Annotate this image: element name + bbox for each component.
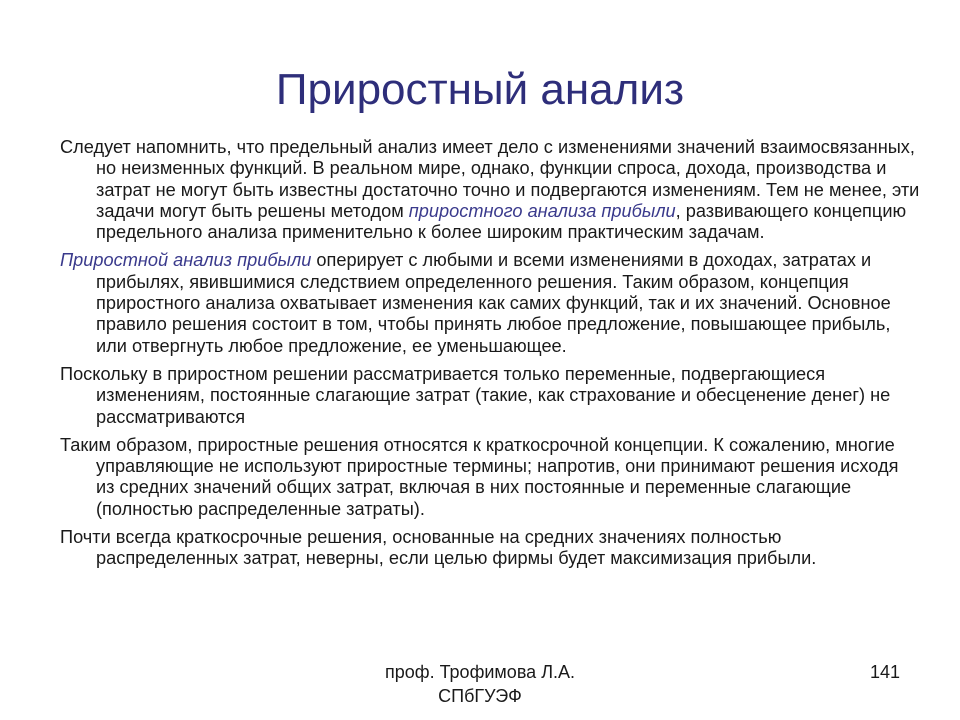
footer-author-name: проф. Трофимова Л.А. bbox=[384, 662, 576, 682]
slide-title: Приростный анализ bbox=[275, 65, 685, 114]
paragraph-3 bbox=[60, 364, 922, 428]
footer-institution: СПбГУЭФ bbox=[438, 686, 522, 706]
footer-author bbox=[360, 660, 600, 708]
paragraph-5-text: Почти всегда краткосрочные решения, основанные на средних значениях полностью распределенных затрат, неверны, если целью фирмы будет максимизация прибыли. bbox=[60, 527, 817, 569]
paragraph-5 bbox=[60, 527, 922, 570]
paragraph-1-text: Следует напомнить, что предельный анализ имеет дело с изменениями значений взаимосвязанных, но неизменных функций. В реальном мире, однако, функции спроса, дохода, производства и затрат не могут быть известны достаточно точно и подвергаются изменениям. Тем не менее, эти задачи могут быть решены методом bbox=[60, 137, 920, 221]
paragraph-4-text: Таким образом, приростные решения относятся к краткосрочной концепции. К сожалению, многие управляющие не используют приростные термины; напротив, они принимают решения исходя из средних значений общих затрат, включая в них постоянные и переменные слагающие (полностью распределенные затраты). bbox=[60, 434, 899, 519]
paragraph-2 bbox=[60, 250, 922, 356]
page-number: 141 bbox=[869, 662, 900, 682]
paragraph-1-text-end: , развивающего концепцию предельного анализа применительно к более широким практическим задачам. bbox=[96, 200, 907, 243]
paragraph-2-highlight: Приростной анализ прибыли bbox=[60, 250, 312, 271]
paragraph-1-highlight: приростного анализа прибыли bbox=[408, 200, 676, 221]
paragraph-1 bbox=[60, 137, 922, 243]
paragraph-4 bbox=[60, 435, 922, 520]
paragraph-3-text: Поскольку в приростном решении рассматривается только переменные, подвергающиеся изменениям, постоянные слагающие затрат (такие, как страхование и обесценение денег) не рассматриваются bbox=[60, 363, 891, 427]
paragraph-2-text: оперирует с любыми и всеми изменениями в доходах, затратах и прибылях, явившимися следствием определенного решения. Таким образом, концепция приростного анализа охватывает изменения как самих функций, так и их значений. Основное правило решения состоит в том, чтобы принять любое предложение, повышающее прибыль, или отвергнуть любое предложение, ее уменьшающее. bbox=[96, 250, 891, 356]
slide-content bbox=[60, 137, 922, 577]
